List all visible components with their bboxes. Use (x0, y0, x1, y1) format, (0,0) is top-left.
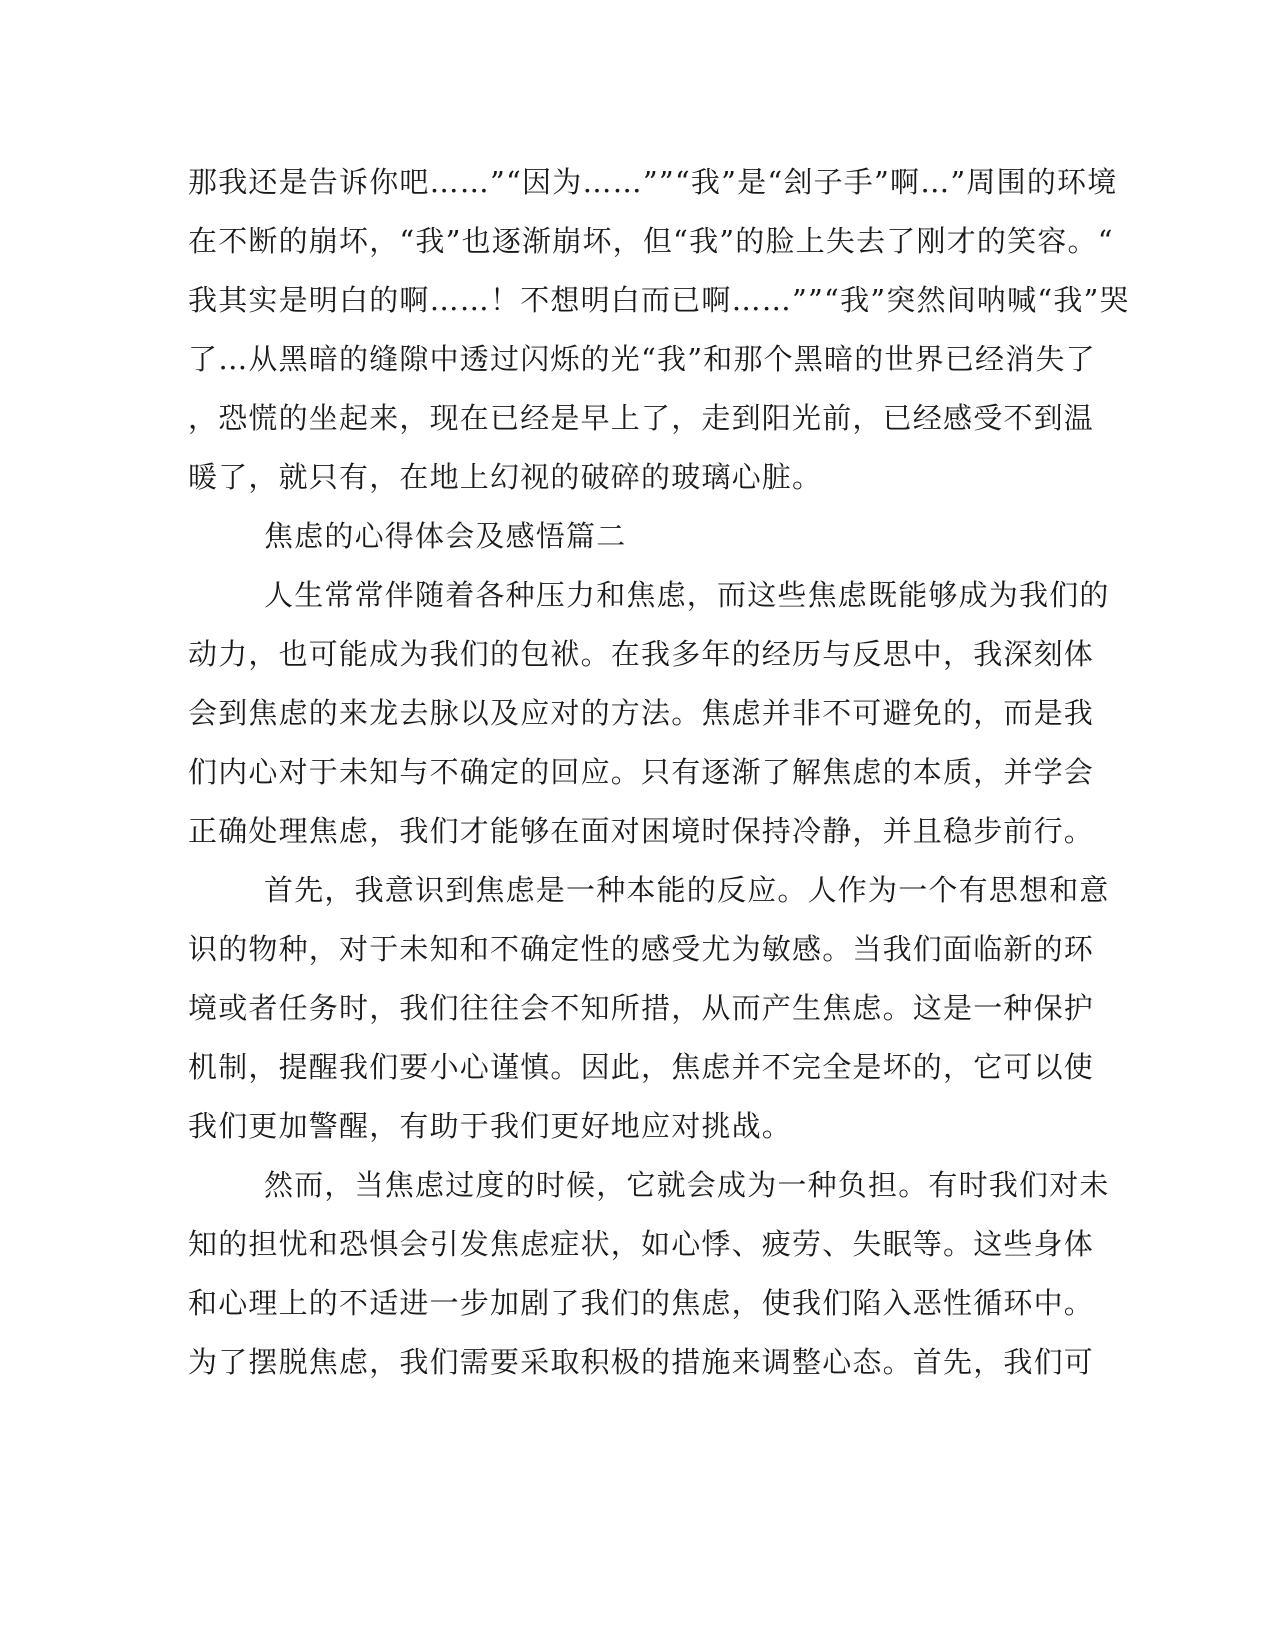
text-line: 暖了，就只有，在地上幻视的破碎的玻璃心脏。 (188, 460, 823, 494)
text-line: 会到焦虑的来龙去脉以及应对的方法。焦虑并非不可避免的，而是我 (188, 696, 1095, 730)
text-line: 动力，也可能成为我们的包袱。在我多年的经历与反思中，我深刻体 (188, 637, 1095, 671)
text-line: 正确处理焦虑，我们才能够在面对困境时保持冷静，并且稳步前行。 (188, 814, 1095, 848)
text-line: 人生常常伴随着各种压力和焦虑，而这些焦虑既能够成为我们的 (264, 578, 1110, 612)
text-line: 识的物种，对于未知和不确定性的感受尤为敏感。当我们面临新的环 (188, 932, 1095, 966)
text-line: 境或者任务时，我们往往会不知所措，从而产生焦虑。这是一种保护 (188, 991, 1095, 1025)
section-heading: 焦虑的心得体会及感悟篇二 (264, 519, 627, 553)
text-line: ，恐慌的坐起来，现在已经是早上了，走到阳光前，已经感受不到温 (188, 401, 1095, 435)
text-line: 我们更加警醒，有助于我们更好地应对挑战。 (188, 1109, 793, 1143)
text-line: 那我还是告诉你吧……”“因为……””“我”是“刽子手”啊…”周围的环境 (188, 165, 1118, 199)
text-line: 然而，当焦虑过度的时候，它就会成为一种负担。有时我们对未 (264, 1168, 1110, 1202)
text-line: 了…从黑暗的缝隙中透过闪烁的光“我”和那个黑暗的世界已经消失了 (188, 342, 1096, 376)
text-line: 和心理上的不适进一步加剧了我们的焦虑，使我们陷入恶性循环中。 (188, 1286, 1095, 1320)
text-line: 们内心对于未知与不确定的回应。只有逐渐了解焦虑的本质，并学会 (188, 755, 1095, 789)
text-line: 我其实是明白的啊……！不想明白而已啊……””“我”突然间呐喊“我”哭 (188, 283, 1130, 317)
text-line: 知的担忧和恐惧会引发焦虑症状，如心悸、疲劳、失眠等。这些身体 (188, 1227, 1095, 1261)
text-line: 机制，提醒我们要小心谨慎。因此，焦虑并不完全是坏的，它可以使 (188, 1050, 1095, 1084)
text-line: 为了摆脱焦虑，我们需要采取积极的措施来调整心态。首先，我们可 (188, 1345, 1095, 1379)
text-line: 在不断的崩坏，“我”也逐渐崩坏，但“我”的脸上失去了刚才的笑容。“ (188, 224, 1114, 258)
text-line: 首先，我意识到焦虑是一种本能的反应。人作为一个有思想和意 (264, 873, 1110, 907)
